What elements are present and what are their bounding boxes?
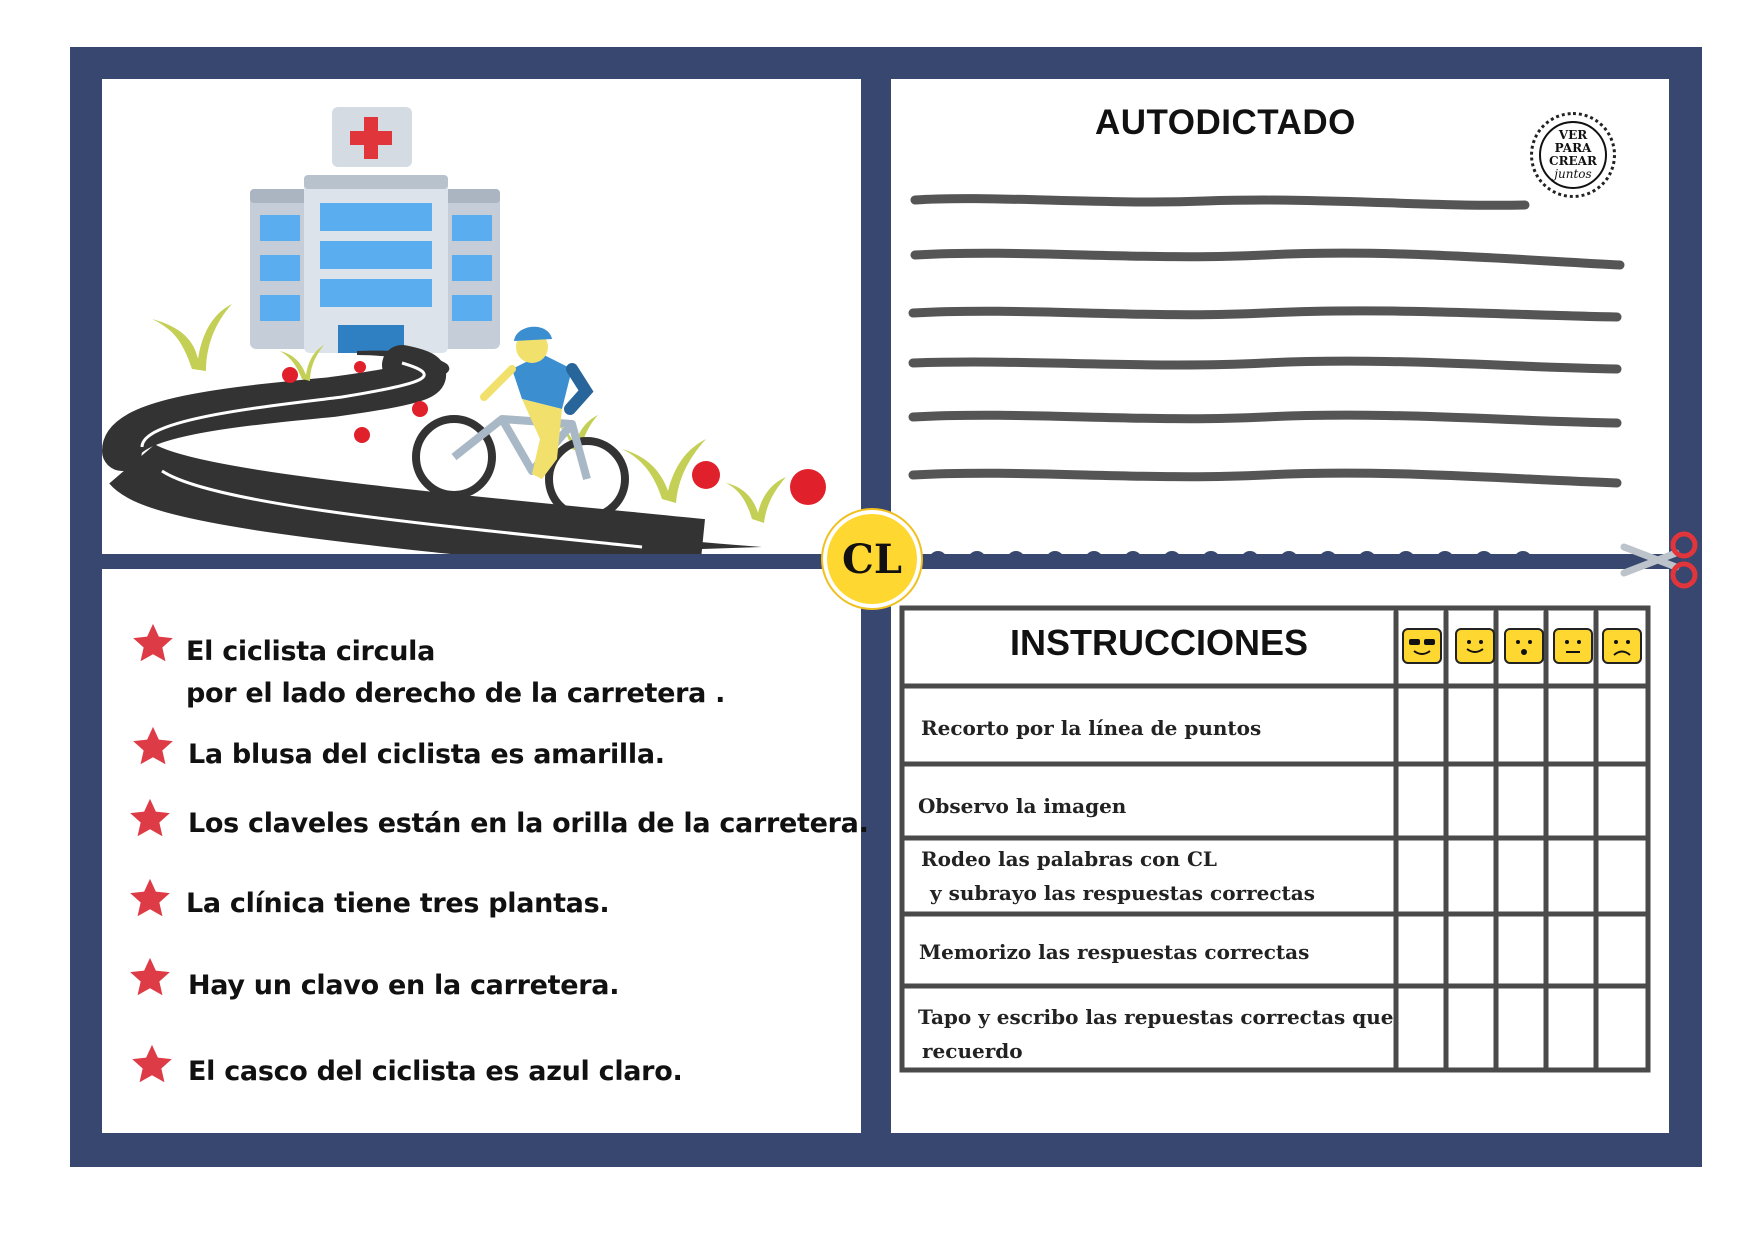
statement-4: La clínica tiene tres plantas. — [186, 888, 610, 919]
road-surface — [122, 365, 426, 451]
hospital-icon — [250, 107, 500, 353]
star-icon — [128, 956, 172, 1000]
statement-6: El casco del ciclista es azul claro. — [188, 1056, 683, 1087]
statement-2: La blusa del ciclista es amarilla. — [188, 739, 665, 770]
instruction-row-1: Recorto por la línea de puntos — [921, 716, 1262, 740]
cl-badge: CL — [823, 510, 921, 608]
sad-face-icon — [1602, 628, 1642, 664]
statement-1-line-1: El ciclista circula — [186, 636, 436, 667]
dictation-title: AUTODICTADO — [1095, 103, 1356, 142]
instruction-row-4: Memorizo las respuestas correctas — [919, 940, 1310, 964]
smile-face-icon — [1455, 628, 1495, 664]
cool-face-icon — [1402, 628, 1442, 664]
instruction-row-3-line-1: Rodeo las palabras con CL — [921, 847, 1217, 871]
instruction-row-5-line-1: Tapo y escribo las repuestas correctas que — [918, 1005, 1394, 1029]
star-icon — [131, 622, 175, 666]
logo-line: VER — [1558, 128, 1588, 142]
dotted-cut-line — [920, 545, 1610, 575]
star-icon — [130, 1043, 174, 1087]
surprised-face-icon — [1504, 628, 1544, 664]
logo-line: PARA — [1554, 141, 1592, 155]
instruction-row-3-line-2: y subrayo las respuestas correctas — [930, 881, 1315, 905]
instructions-title: INSTRUCCIONES — [1010, 622, 1309, 663]
statement-5: Hay un clavo en la carretera. — [188, 970, 620, 1001]
instruction-row-5-line-2: recuerdo — [922, 1039, 1023, 1063]
neutral-face-icon — [1553, 628, 1593, 664]
cyclist-icon — [416, 327, 625, 517]
statement-3: Los claveles están en la orilla de la carretera. — [188, 808, 869, 839]
star-icon — [128, 877, 172, 921]
instruction-row-2: Observo la imagen — [918, 794, 1127, 818]
logo-line: juntos — [1554, 167, 1592, 181]
dictation-writing-lines — [905, 185, 1635, 505]
star-icon — [131, 725, 175, 769]
scissors-icon — [1620, 525, 1698, 595]
cyclist-illustration — [102, 79, 861, 554]
logo-line: CREAR — [1549, 154, 1597, 168]
star-icon — [128, 797, 172, 841]
statement-1-line-2: por el lado derecho de la carretera . — [186, 678, 726, 709]
